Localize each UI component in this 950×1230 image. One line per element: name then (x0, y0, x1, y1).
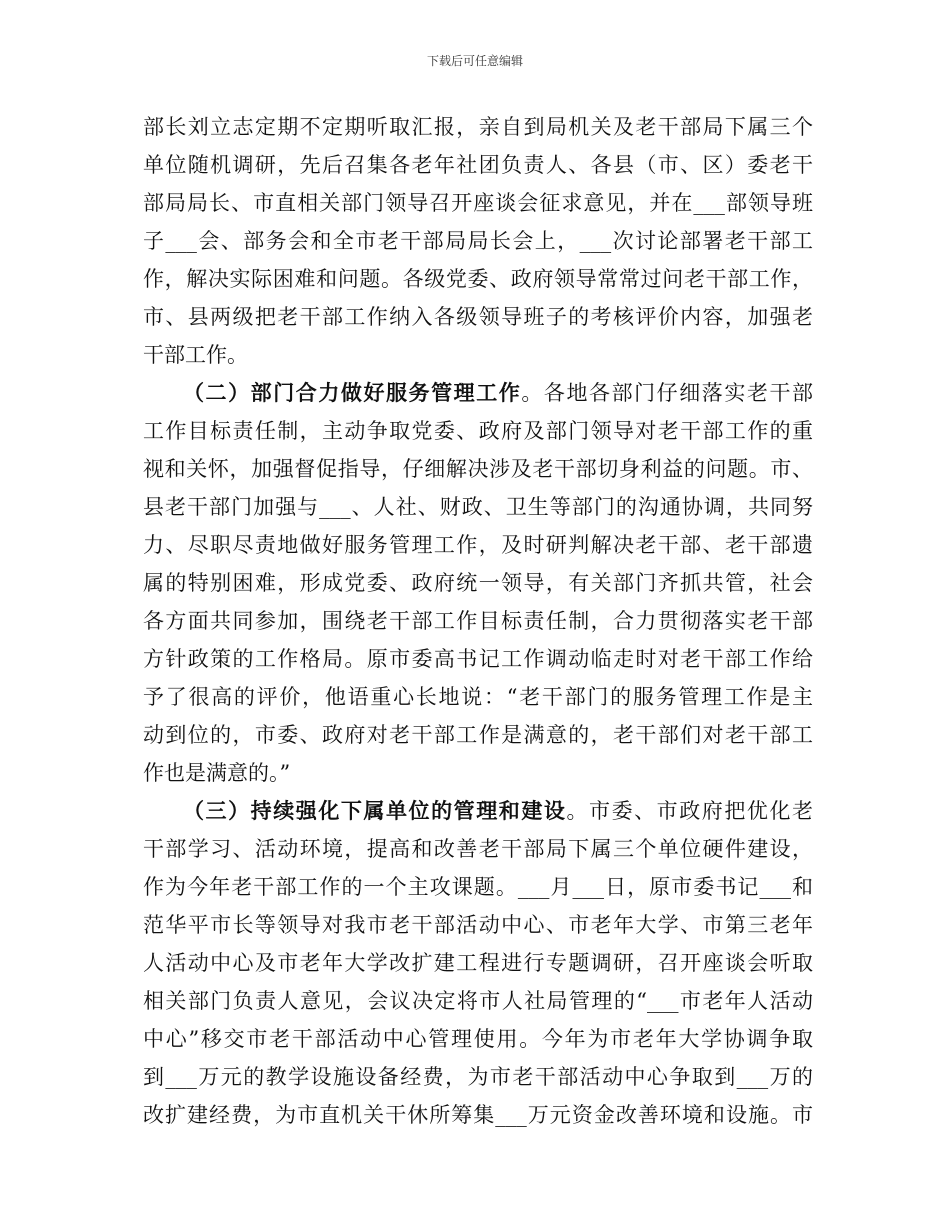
text-line: 范华平市长等领导对我市老干部活动中心、市老年大学、市第三老年 (143, 913, 813, 937)
text-line: 力、尽职尽责地做好服务管理工作，及时研判解决老干部、老干部遗 (143, 533, 813, 557)
text-line: 干部学习、活动环境，提高和改善老干部局下属三个单位硬件建设， (143, 837, 813, 861)
text-line: 干部工作。 (143, 343, 248, 367)
text-line: 视和关怀，加强督促指导，仔细解决涉及老干部切身利益的问题。市、 (143, 457, 813, 481)
text-line: 中心”移交市老干部活动中心管理使用。今年为市老年大学协调争取 (143, 1027, 813, 1051)
section-heading: （二）部门合力做好服务管理工作 (183, 380, 522, 405)
text-line: 部局局长、市直相关部门领导召开座谈会征求意见，并在___部领导班 (143, 191, 813, 215)
text-line: 人活动中心及市老年大学改扩建工程进行专题调研，召开座谈会听取 (143, 951, 813, 975)
text-line: 作也是满意的。” (143, 761, 291, 785)
page-header-note: 下载后可任意编辑 (426, 54, 523, 68)
text-line: 属的特别困难，形成党委、政府统一领导，有关部门齐抓共管，社会 (143, 571, 813, 595)
text-line: 到___万元的教学设施设备经费，为市老干部活动中心争取到___万的 (143, 1065, 813, 1089)
text-line: 单位随机调研，先后召集各老年社团负责人、各县（市、区）委老干 (143, 153, 813, 177)
text-line: 作为今年老干部工作的一个主攻课题。___月___日，原市委书记___和 (143, 875, 813, 899)
text-line: 予了很高的评价，他语重心长地说：“老干部门的服务管理工作是主 (143, 685, 813, 709)
text-line: 改扩建经费，为市直机关干休所筹集___万元资金改善环境和设施。市 (143, 1103, 813, 1127)
text-line: 作，解决实际困难和问题。各级党委、政府领导常常过问老干部工作， (143, 267, 813, 291)
text-line: 各方面共同参加，围绕老干部工作目标责任制，合力贯彻落实老干部 (143, 609, 813, 633)
text-line: （三）持续强化下属单位的管理和建设。市委、市政府把优化老 (183, 798, 814, 823)
text-line: 子___会、部务会和全市老干部局局长会上，___次讨论部署老干部工 (143, 229, 813, 253)
text-line: 动到位的，市委、政府对老干部工作是满意的，老干部们对老干部工 (143, 723, 813, 747)
text-line: 工作目标责任制，主动争取党委、政府及部门领导对老干部工作的重 (143, 419, 813, 443)
text-line: 县老干部门加强与___、人社、财政、卫生等部门的沟通协调，共同努 (143, 495, 813, 519)
text-line: 市、县两级把老干部工作纳入各级领导班子的考核评价内容，加强老 (143, 305, 813, 329)
text-line: 方针政策的工作格局。原市委高书记工作调动临走时对老干部工作给 (143, 647, 813, 671)
section-heading: （三）持续强化下属单位的管理和建设 (183, 798, 567, 823)
text-line: 相关部门负责人意见，会议决定将市人社局管理的“___市老年人活动 (143, 989, 813, 1013)
text-line: （二）部门合力做好服务管理工作。各地各部门仔细落实老干部 (183, 380, 814, 405)
text-line: 部长刘立志定期不定期听取汇报，亲自到局机关及老干部局下属三个 (143, 115, 813, 139)
